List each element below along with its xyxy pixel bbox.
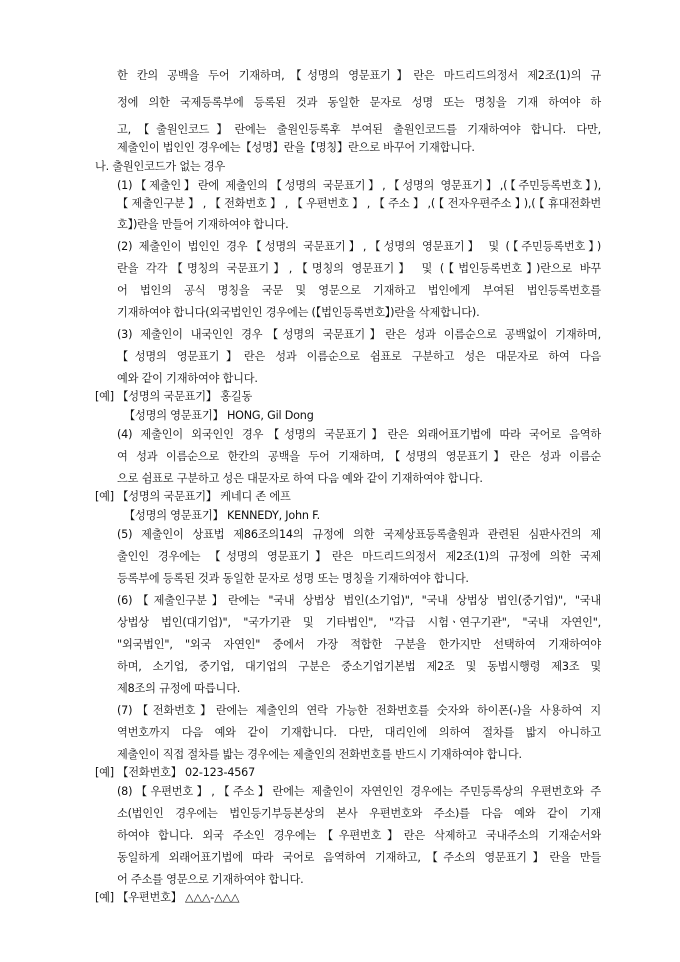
text-line: (5) 제출인이 상표법 제86조의14의 규정에 의한 국제상표등록출원과 관련된 심판사건의 제 [117,528,601,541]
text-line: 고,【출원인코드】란에는 출원인등록후 부여된 출원인코드를 기재하여야 합니다. 다만, [117,123,601,136]
text-line: 동일하게 외래어표기법에 따라 국어로 음역하여 기재하고,【주소의 영문표기】란을 만들 [117,851,601,864]
text-line: 으로 쉼표로 구분하고 성은 대문자로 하여 다음 예와 같이 기재하여야 합니다. [117,472,483,485]
example-line: [예] 【우편번호】 △△△-△△△ [95,891,240,904]
text-line: 하며, 소기업, 중기업, 대기업의 구분은 중소기업기본법 제2조 및 동법시행령 제3조 및 [117,660,601,673]
text-line: 여 성과 이름순으로 한칸의 공백을 두어 기재하며,【성명의 영문표기】란은 성과 이름순 [117,450,601,463]
text-line: 어 주소를 영문으로 기재하여야 합니다. [117,873,304,886]
text-line: 정에 의한 국제등록부에 등록된 것과 동일한 문자로 성명 또는 명칭을 기재 하여야 하 [117,96,601,109]
text-line: 소(법인인 경우에는 법인등기부등본상의 본사 우편번호와 주소)를 다음 예와 같이 기재 [117,807,601,820]
text-line: 한 칸의 공백을 두어 기재하며,【성명의 영문표기】란은 마드리드의정서 제2조(1)의 규 [117,69,601,82]
example-line: [예] 【전화번호】 02-123-4567 [95,766,255,779]
example-line: [예] 【성명의 국문표기】 케네디 존 에프 [95,490,291,503]
text-line: (4) 제출인이 외국인인 경우【성명의 국문표기】란은 외래어표기법에 따라 국어로 음역하 [117,428,601,441]
text-line: 란을 각각【명칭의 국문표기】,【명칭의 영문표기】 및 (【법인등록번호】)란으로 바꾸 [117,262,601,275]
text-line: 예와 같이 기재하여야 합니다. [117,372,258,385]
section-heading: 나. 출원인코드가 없는 경우 [95,160,226,173]
text-line: 【성명의 영문표기】란은 성과 이름순으로 쉼표로 구분하고 성은 대문자로 하여 다음 [117,350,601,363]
text-line: 어 법인의 공식 명칭을 국문 및 영문으로 기재하고 법인에게 부여된 법인등록번호를 [117,284,601,297]
text-line: 등록부에 등록된 것과 동일한 문자로 성명 또는 명칭을 기재하여야 합니다. [117,572,469,585]
text-line: 상법상 법인(대기업)", "국가기관 및 기타법인", "각급 시험ㆍ연구기관", "국내 자연인", [117,616,601,629]
text-line: 출인인 경우에는 【성명의 영문표기】란은 마드리드의정서 제2조(1)의 규정에 의한 국제 [117,550,601,563]
example-line: 【성명의 영문표기】 HONG, Gil Dong [124,409,314,422]
text-line: (3) 제출인이 내국인인 경우【성명의 국문표기】란은 성과 이름순으로 공백없이 기재하며, [117,328,601,341]
text-line: 기재하여야 합니다(외국법인인 경우에는 (【법인등록번호】)란을 삭제합니다). [117,306,480,319]
example-line: 【성명의 영문표기】 KENNEDY, John F. [124,509,320,522]
text-line: (6)【제출인구분】란에는 "국내 상법상 법인(소기업)", "국내 상법상 법인(중기업)", "국내 [117,594,601,607]
text-line: (8)【우편번호】,【주소】란에는 제출인이 자연인인 경우에는 주민등록상의 우편번호와 주 [117,785,601,798]
text-line: (1)【제출인】란에 제출인의【성명의 국문표기】,【성명의 영문표기】,(【주민등록번호】), [117,179,601,192]
text-line: 역번호까지 다음 예와 같이 기재합니다. 다만, 대리인에 의하여 절차를 밟지 아니하고 [117,726,601,739]
text-line: 호】)란을 만들어 기재하여야 합니다. [117,218,289,231]
text-line: 【제출인구분】,【전화번호】,【우편번호】,【주소】,(【전자우편주소】),(【휴대전화번 [117,197,601,210]
text-line: 제출인이 직접 절차를 밟는 경우에는 제출인의 전화번호를 반드시 기재하여야 합니다. [117,748,522,761]
text-line: "외국법인", "외국 자연인" 중에서 가장 적합한 구분을 한가지만 선택하여 기재하여야 [117,638,601,651]
example-line: [예] 【성명의 국문표기】 홍길동 [95,390,253,403]
text-line: 제출인이 법인인 경우에는【성명】란을【명칭】란으로 바꾸어 기재합니다. [117,141,475,154]
text-line: (7)【전화번호】란에는 제출인의 연락 가능한 전화번호를 숫자와 하이폰(-)을 사용하여 지 [117,704,601,717]
text-line: 제8조의 규정에 따릅니다. [117,682,241,695]
text-line: (2) 제출인이 법인인 경우【성명의 국문표기】,【성명의 영문표기】 및 (【주민등록번호】) [117,240,601,253]
text-line: 하여야 합니다. 외국 주소인 경우에는【우편번호】란은 삭제하고 국내주소의 기재순서와 [117,829,601,842]
